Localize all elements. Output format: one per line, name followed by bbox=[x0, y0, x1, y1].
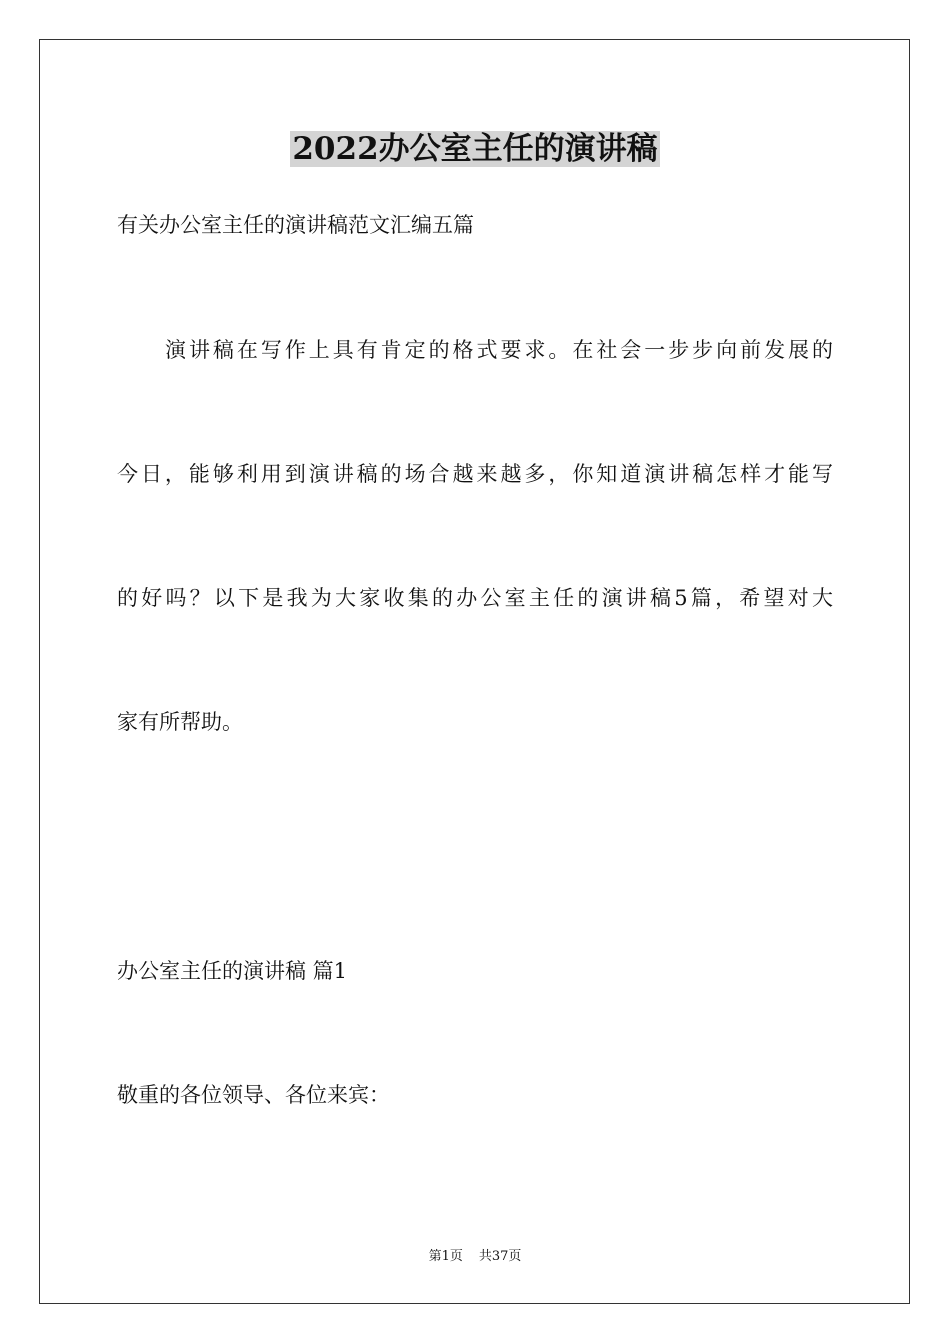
section-heading: 办公室主任的演讲稿 篇1 bbox=[117, 959, 348, 983]
paragraph-line-2: 今日，能够利用到演讲稿的场合越来越多，你知道演讲稿怎样才能写 bbox=[117, 462, 833, 486]
document-title bbox=[0, 126, 950, 172]
salutation: 敬重的各位领导、各位来宾： bbox=[117, 1083, 390, 1107]
paragraph-line-1: 演讲稿在写作上具有肯定的格式要求。在社会一步步向前发展的 bbox=[165, 338, 833, 362]
page-number: 第1页 bbox=[428, 1249, 463, 1264]
paragraph-line-4: 家有所帮助。 bbox=[117, 710, 243, 734]
paragraph-line-3: 的好吗？以下是我为大家收集的办公室主任的演讲稿5篇，希望对大 bbox=[117, 586, 833, 610]
page-total: 共37页 bbox=[478, 1249, 522, 1264]
document-subtitle: 有关办公室主任的演讲稿范文汇编五篇 bbox=[117, 213, 474, 237]
page-footer bbox=[0, 1247, 950, 1267]
title-text: 2022办公室主任的演讲稿 bbox=[292, 131, 658, 167]
